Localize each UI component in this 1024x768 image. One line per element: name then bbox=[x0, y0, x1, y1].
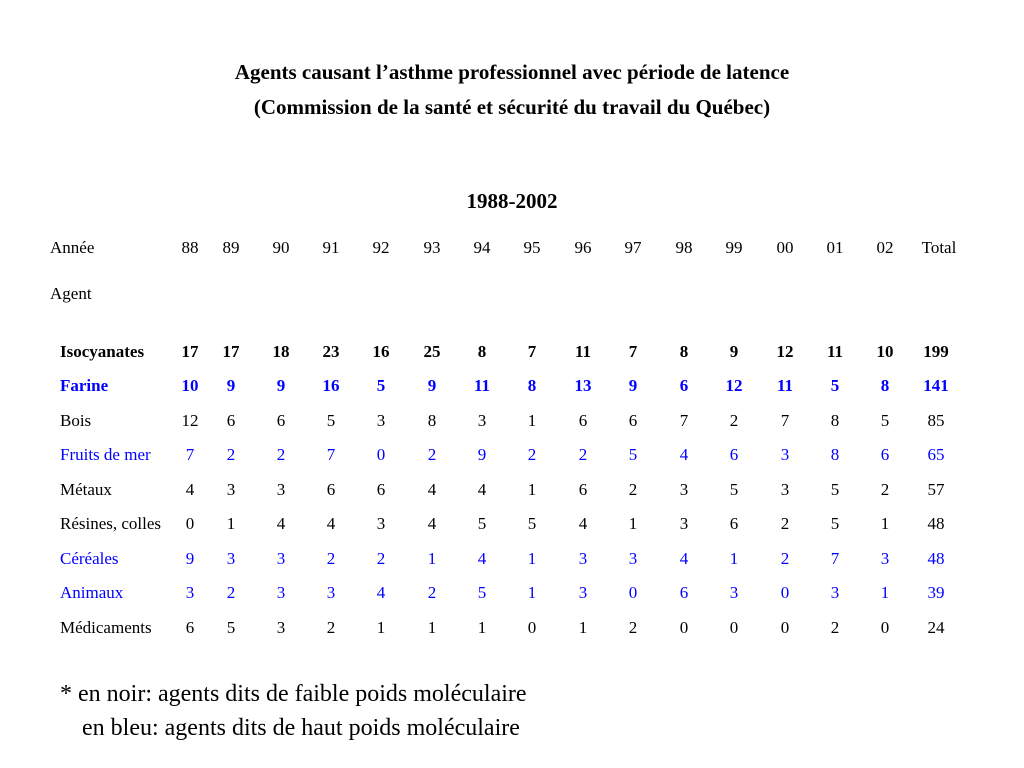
year-header-94: 94 bbox=[473, 238, 491, 257]
table-cell: 3 bbox=[729, 583, 739, 602]
table-cell: 8 bbox=[880, 376, 890, 395]
year-header-97: 97 bbox=[624, 238, 642, 257]
table-cell: 7 bbox=[326, 445, 336, 464]
table-cell: 8 bbox=[679, 342, 689, 361]
table-cell: 0 bbox=[780, 583, 790, 602]
table-cell-total: 85 bbox=[927, 411, 945, 430]
title-line-2: (Commission de la santé et sécurité du travail du Québec) bbox=[253, 95, 771, 119]
table-cell: 3 bbox=[628, 549, 638, 568]
table-cell: 3 bbox=[477, 411, 487, 430]
table-cell: 5 bbox=[880, 411, 890, 430]
table-cell: 18 bbox=[272, 342, 290, 361]
table-cell: 3 bbox=[830, 583, 840, 602]
table-cell: 7 bbox=[780, 411, 790, 430]
table-cell: 0 bbox=[679, 618, 689, 637]
table-cell: 3 bbox=[578, 583, 588, 602]
table-cell: 5 bbox=[729, 480, 739, 499]
table-cell: 9 bbox=[628, 376, 638, 395]
table-cell: 4 bbox=[679, 549, 689, 568]
period-heading: 1988-2002 bbox=[466, 189, 558, 213]
table-cell: 2 bbox=[780, 549, 790, 568]
table-cell: 2 bbox=[276, 445, 286, 464]
table-cell: 1 bbox=[628, 514, 638, 533]
table-cell: 6 bbox=[226, 411, 236, 430]
table-cell: 3 bbox=[679, 480, 689, 499]
table-cell: 9 bbox=[729, 342, 739, 361]
table-cell: 6 bbox=[679, 376, 689, 395]
table-cell: 1 bbox=[729, 549, 739, 568]
table-cell: 5 bbox=[376, 376, 386, 395]
year-header-01: 01 bbox=[826, 238, 844, 257]
table-cell: 3 bbox=[326, 583, 336, 602]
table-cell: 6 bbox=[276, 411, 286, 430]
table-cell: 1 bbox=[880, 583, 890, 602]
table-cell: 1 bbox=[376, 618, 386, 637]
table-cell: 1 bbox=[880, 514, 890, 533]
table-cell: 2 bbox=[780, 514, 790, 533]
table-cell: 4 bbox=[477, 549, 487, 568]
table-cell: 8 bbox=[427, 411, 437, 430]
table-cell: 2 bbox=[326, 549, 336, 568]
table-cell: 9 bbox=[477, 445, 487, 464]
year-header-88: 88 bbox=[181, 238, 199, 257]
table-cell: 3 bbox=[376, 514, 386, 533]
table-cell: 5 bbox=[326, 411, 336, 430]
year-header-91: 91 bbox=[322, 238, 340, 257]
table-cell: 9 bbox=[226, 376, 236, 395]
table-cell: 0 bbox=[185, 514, 195, 533]
table-cell: 2 bbox=[880, 480, 890, 499]
year-label: Année bbox=[50, 238, 95, 257]
table-cell: 9 bbox=[427, 376, 437, 395]
table-cell: 2 bbox=[427, 445, 437, 464]
table-cell: 4 bbox=[427, 480, 437, 499]
table-cell-total: 65 bbox=[927, 445, 945, 464]
table-cell: 1 bbox=[477, 618, 487, 637]
year-header-90: 90 bbox=[272, 238, 290, 257]
table-cell: 7 bbox=[628, 342, 638, 361]
table-cell: 1 bbox=[226, 514, 236, 533]
table-cell: 3 bbox=[679, 514, 689, 533]
table-cell: 2 bbox=[326, 618, 336, 637]
table-cell: 2 bbox=[427, 583, 437, 602]
table-cell: 3 bbox=[880, 549, 890, 568]
year-header-total: Total bbox=[921, 238, 957, 257]
table-cell: 8 bbox=[830, 445, 840, 464]
table-cell: 2 bbox=[628, 618, 638, 637]
row-label: Isocyanates bbox=[60, 342, 145, 361]
table-cell: 3 bbox=[226, 480, 236, 499]
table-cell: 4 bbox=[376, 583, 386, 602]
note-line-2: en bleu: agents dits de haut poids moléculaire bbox=[82, 715, 520, 741]
table-cell: 0 bbox=[729, 618, 739, 637]
table-cell: 8 bbox=[527, 376, 537, 395]
table-cell: 1 bbox=[527, 411, 537, 430]
table-cell: 6 bbox=[578, 480, 588, 499]
table-cell: 2 bbox=[628, 480, 638, 499]
table-cell: 11 bbox=[826, 342, 844, 361]
table-cell: 5 bbox=[477, 583, 487, 602]
table-cell: 8 bbox=[477, 342, 487, 361]
table-cell: 6 bbox=[880, 445, 890, 464]
table-cell: 17 bbox=[181, 342, 199, 361]
table-cell-total: 57 bbox=[927, 480, 945, 499]
table-cell: 4 bbox=[578, 514, 588, 533]
table-cell: 11 bbox=[574, 342, 592, 361]
year-header-96: 96 bbox=[574, 238, 592, 257]
year-header-99: 99 bbox=[725, 238, 743, 257]
table-cell: 5 bbox=[527, 514, 537, 533]
table-cell-total: 24 bbox=[927, 618, 945, 637]
table-cell-total: 141 bbox=[923, 376, 949, 395]
table-cell: 16 bbox=[322, 376, 340, 395]
table-cell-total: 39 bbox=[927, 583, 945, 602]
note-line-1: * en noir: agents dits de faible poids moléculaire bbox=[60, 681, 527, 707]
table-cell: 6 bbox=[185, 618, 195, 637]
table-cell: 11 bbox=[776, 376, 794, 395]
table-cell-total: 48 bbox=[927, 549, 945, 568]
table-cell: 0 bbox=[880, 618, 890, 637]
table-cell: 2 bbox=[527, 445, 537, 464]
table-cell: 3 bbox=[226, 549, 236, 568]
table-cell: 8 bbox=[830, 411, 840, 430]
row-label: Farine bbox=[60, 376, 109, 395]
year-header-00: 00 bbox=[776, 238, 794, 257]
row-label: Céréales bbox=[60, 549, 119, 568]
table-cell: 12 bbox=[725, 376, 743, 395]
table-cell: 10 bbox=[876, 342, 894, 361]
table-cell: 25 bbox=[423, 342, 441, 361]
table-cell: 3 bbox=[276, 549, 286, 568]
table-cell: 0 bbox=[376, 445, 386, 464]
table-cell-total: 199 bbox=[923, 342, 949, 361]
table-cell: 1 bbox=[427, 549, 437, 568]
row-label: Fruits de mer bbox=[60, 445, 151, 464]
table-cell: 6 bbox=[578, 411, 588, 430]
row-label: Résines, colles bbox=[60, 514, 162, 533]
table-cell: 4 bbox=[477, 480, 487, 499]
table-cell: 7 bbox=[679, 411, 689, 430]
table-cell: 6 bbox=[628, 411, 638, 430]
table-cell: 4 bbox=[326, 514, 336, 533]
agent-label: Agent bbox=[50, 284, 92, 303]
table-cell: 9 bbox=[276, 376, 286, 395]
table-cell: 3 bbox=[276, 480, 286, 499]
table-cell: 1 bbox=[427, 618, 437, 637]
table-cell: 3 bbox=[578, 549, 588, 568]
table-cell: 3 bbox=[376, 411, 386, 430]
table-cell: 9 bbox=[185, 549, 195, 568]
title-line-1: Agents causant l’asthme professionnel avec période de latence bbox=[234, 60, 790, 84]
table-cell: 0 bbox=[527, 618, 537, 637]
table-cell: 4 bbox=[276, 514, 286, 533]
table-cell: 0 bbox=[628, 583, 638, 602]
table-cell: 2 bbox=[376, 549, 386, 568]
table-cell: 11 bbox=[473, 376, 491, 395]
year-header-02: 02 bbox=[876, 238, 894, 257]
table-cell: 6 bbox=[679, 583, 689, 602]
table-cell: 3 bbox=[185, 583, 195, 602]
year-header-98: 98 bbox=[675, 238, 693, 257]
table-cell: 3 bbox=[780, 445, 790, 464]
row-label: Bois bbox=[60, 411, 92, 430]
year-header-93: 93 bbox=[423, 238, 441, 257]
year-header-92: 92 bbox=[372, 238, 390, 257]
table-cell: 2 bbox=[729, 411, 739, 430]
table-cell: 5 bbox=[628, 445, 638, 464]
table-cell: 6 bbox=[729, 445, 739, 464]
table-cell: 3 bbox=[276, 583, 286, 602]
table-cell: 12 bbox=[181, 411, 199, 430]
table-cell: 6 bbox=[326, 480, 336, 499]
table-cell: 17 bbox=[222, 342, 240, 361]
table-cell: 3 bbox=[276, 618, 286, 637]
table-cell: 12 bbox=[776, 342, 794, 361]
table-cell: 5 bbox=[830, 480, 840, 499]
table-cell: 2 bbox=[830, 618, 840, 637]
table-cell: 2 bbox=[226, 583, 236, 602]
table-cell: 7 bbox=[527, 342, 537, 361]
table-cell: 6 bbox=[376, 480, 386, 499]
table-cell: 4 bbox=[427, 514, 437, 533]
table-cell: 1 bbox=[578, 618, 588, 637]
table-cell: 7 bbox=[185, 445, 195, 464]
table-cell: 4 bbox=[679, 445, 689, 464]
table-cell: 23 bbox=[322, 342, 340, 361]
year-header-95: 95 bbox=[523, 238, 541, 257]
table-cell: 5 bbox=[830, 514, 840, 533]
table-cell: 3 bbox=[780, 480, 790, 499]
table-cell: 5 bbox=[477, 514, 487, 533]
row-label: Métaux bbox=[60, 480, 112, 499]
year-header-89: 89 bbox=[222, 238, 240, 257]
table-cell: 16 bbox=[372, 342, 390, 361]
table-cell: 2 bbox=[226, 445, 236, 464]
table-cell: 4 bbox=[185, 480, 195, 499]
table-cell: 10 bbox=[181, 376, 199, 395]
table-cell: 1 bbox=[527, 549, 537, 568]
table-cell: 5 bbox=[830, 376, 840, 395]
table-cell: 0 bbox=[780, 618, 790, 637]
table-cell: 1 bbox=[527, 480, 537, 499]
table-cell: 2 bbox=[578, 445, 588, 464]
table-cell: 1 bbox=[527, 583, 537, 602]
table-cell: 13 bbox=[574, 376, 592, 395]
table-cell: 6 bbox=[729, 514, 739, 533]
table-cell: 7 bbox=[830, 549, 840, 568]
row-label: Animaux bbox=[60, 583, 124, 602]
table-cell-total: 48 bbox=[927, 514, 945, 533]
row-label: Médicaments bbox=[60, 618, 152, 637]
table-cell: 5 bbox=[226, 618, 236, 637]
